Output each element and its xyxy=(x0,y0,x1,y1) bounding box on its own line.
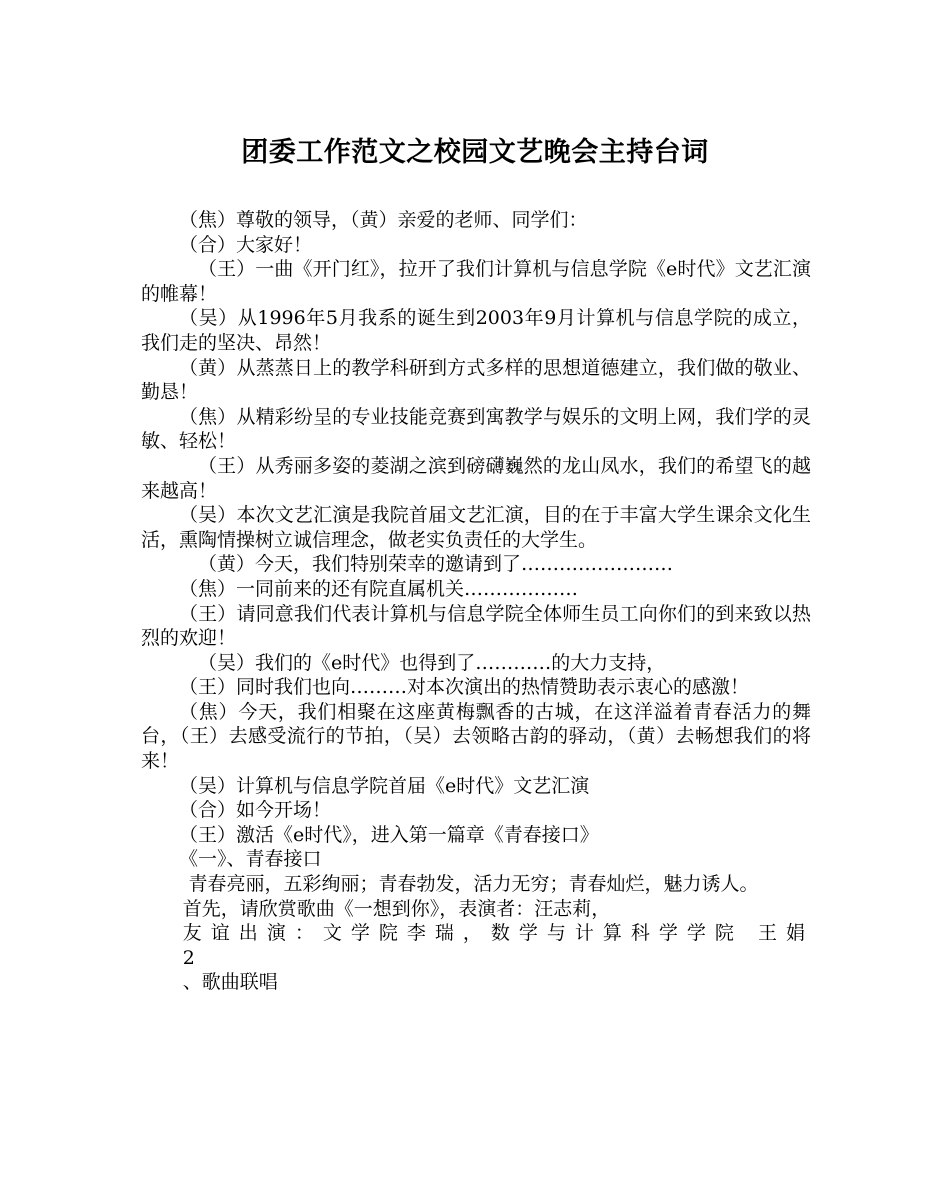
paragraph-3: （王）一曲《开门红》，拉开了我们计算机与信息学院《e时代》文艺汇演的帷幕！ xyxy=(141,258,811,305)
paragraph-8: （吴）本次文艺汇演是我院首届文艺汇演，目的在于丰富大学生课余文化生活，熏陶情操树立诚信理念，做老实负责任的大学生。 xyxy=(141,504,811,551)
paragraph-9: （黄）今天，我们特别荣幸的邀请到了…………………… xyxy=(198,553,674,576)
paragraph-21: 友谊出演：文学院李瑞，数学与计算科学学院 王娟 xyxy=(182,922,811,945)
paragraph-7: （王）从秀丽多姿的菱湖之滨到磅礴巍然的龙山凤水，我们的希望飞的越来越高！ xyxy=(141,454,811,502)
paragraph-20: 首先，请欣赏歌曲《一想到你》，表演者：汪志莉， xyxy=(182,897,611,920)
paragraph-10: （焦）一同前来的还有院直属机关……………… xyxy=(179,577,579,600)
paragraph-22: 2 xyxy=(182,946,195,969)
paragraph-18: 《一》、青春接口 xyxy=(179,848,322,871)
paragraph-17: （王）激活《e时代》，进入第一篇章《青春接口》 xyxy=(179,823,599,846)
paragraph-1: （焦）尊敬的领导，（黄）亲爱的老师、同学们： xyxy=(179,209,588,231)
paragraph-23: 、歌曲联唱 xyxy=(182,971,278,994)
paragraph-6: （焦）从精彩纷呈的专业技能竞赛到寓教学与娱乐的文明上网，我们学的灵敏、轻松！ xyxy=(141,405,811,453)
paragraph-13: （王）同时我们也向………对本次演出的热情赞助表示衷心的感激！ xyxy=(179,676,750,699)
paragraph-16: （合）如今开场！ xyxy=(179,799,332,822)
paragraph-2: （合）大家好！ xyxy=(179,233,313,256)
document-body xyxy=(141,208,811,995)
document-title: 团委工作范文之校园文艺晚会主持台词 xyxy=(241,137,709,168)
paragraph-11: （王）请同意我们代表计算机与信息学院全体师生员工向你们的到来致以热烈的欢迎！ xyxy=(141,602,811,650)
paragraph-14: （焦）今天，我们相聚在这座黄梅飘香的古城，在这洋溢着青春活力的舞台，（王）去感受流行的节拍，（吴）去领略古韵的驿动，（黄）去畅想我们的将来！ xyxy=(141,700,811,773)
paragraph-19: 青春亮丽，五彩绚丽；青春勃发，活力无穷；青春灿烂，魅力诱人。 xyxy=(188,873,759,896)
paragraph-4: （吴）从1996年5月我系的诞生到2003年9月计算机与信息学院的成立，我们走的坚决、昂然！ xyxy=(141,307,811,354)
paragraph-5: （黄）从蒸蒸日上的教学科研到方式多样的思想道德建立，我们做的敬业、勤恳！ xyxy=(141,356,811,404)
paragraph-15: （吴）计算机与信息学院首届《e时代》文艺汇演 xyxy=(179,774,590,797)
paragraph-12: （吴）我们的《e时代》也得到了…………的大力支持， xyxy=(198,651,666,674)
